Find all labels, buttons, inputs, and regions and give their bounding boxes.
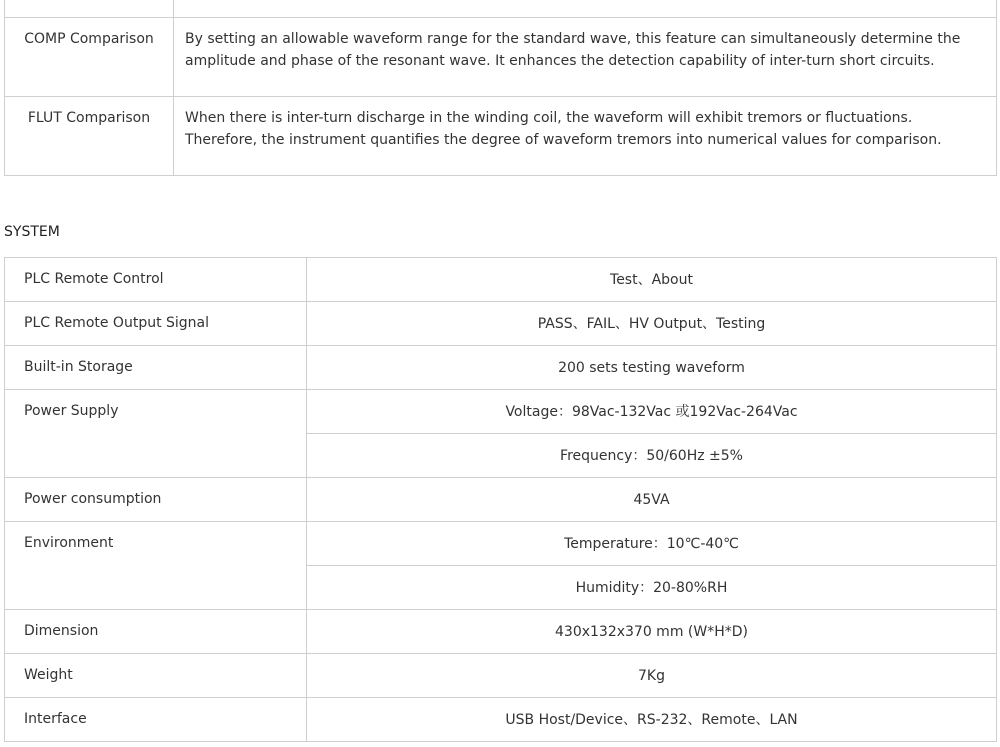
table-row — [5, 97, 997, 176]
spec-value-environment-humidity: Humidity：20-80%RH — [307, 566, 997, 610]
spec-value-power-consumption: 45VA — [307, 478, 997, 522]
table-row — [5, 478, 997, 522]
comp-comparison-description: By setting an allowable waveform range for the standard wave, this feature can simultaneously determine the amplitude and phase of the resonant wave. It enhances the detection capability of inter-turn short circuits. — [174, 18, 997, 97]
table-row — [5, 522, 997, 566]
table-row — [5, 258, 997, 302]
spec-value-weight: 7Kg — [307, 654, 997, 698]
spec-value-interface: USB Host/Device、RS-232、Remote、LAN — [307, 698, 997, 742]
spec-label-power-consumption: Power consumption — [5, 478, 307, 522]
system-spec-table — [4, 257, 997, 742]
spec-label-dimension: Dimension — [5, 610, 307, 654]
spec-value-dimension: 430x132x370 mm (W*H*D) — [307, 610, 997, 654]
spec-value-environment-temperature: Temperature：10℃-40℃ — [307, 522, 997, 566]
spec-label-power-supply: Power Supply — [5, 390, 307, 478]
table-row — [5, 302, 997, 346]
spec-label-environment: Environment — [5, 522, 307, 610]
table-row — [5, 698, 997, 742]
spec-value-built-in-storage: 200 sets testing waveform — [307, 346, 997, 390]
flut-comparison-description: When there is inter-turn discharge in the winding coil, the waveform will exhibit tremors or fluctuations. Therefore, the instrument quantifies the degree of waveform tremors into numerical values for comparison. — [174, 97, 997, 176]
table-cell — [5, 0, 174, 18]
comparison-table — [4, 0, 997, 176]
comp-comparison-label: COMP Comparison — [5, 18, 174, 97]
spec-label-weight: Weight — [5, 654, 307, 698]
spec-label-built-in-storage: Built-in Storage — [5, 346, 307, 390]
spec-label-interface: Interface — [5, 698, 307, 742]
section-heading-system: SYSTEM — [4, 224, 60, 240]
flut-comparison-label: FLUT Comparison — [5, 97, 174, 176]
spec-label-plc-remote-control: PLC Remote Control — [5, 258, 307, 302]
table-row — [5, 346, 997, 390]
table-row — [5, 610, 997, 654]
spec-value-plc-remote-control: Test、About — [307, 258, 997, 302]
spec-label-plc-remote-output: PLC Remote Output Signal — [5, 302, 307, 346]
spec-value-power-supply-voltage: Voltage：98Vac-132Vac 或192Vac-264Vac — [307, 390, 997, 434]
spec-value-plc-remote-output: PASS、FAIL、HV Output、Testing — [307, 302, 997, 346]
table-row — [5, 18, 997, 97]
table-row — [5, 390, 997, 434]
spec-value-power-supply-frequency: Frequency：50/60Hz ±5% — [307, 434, 997, 478]
table-cell — [174, 0, 997, 18]
table-row — [5, 0, 997, 18]
table-row — [5, 654, 997, 698]
